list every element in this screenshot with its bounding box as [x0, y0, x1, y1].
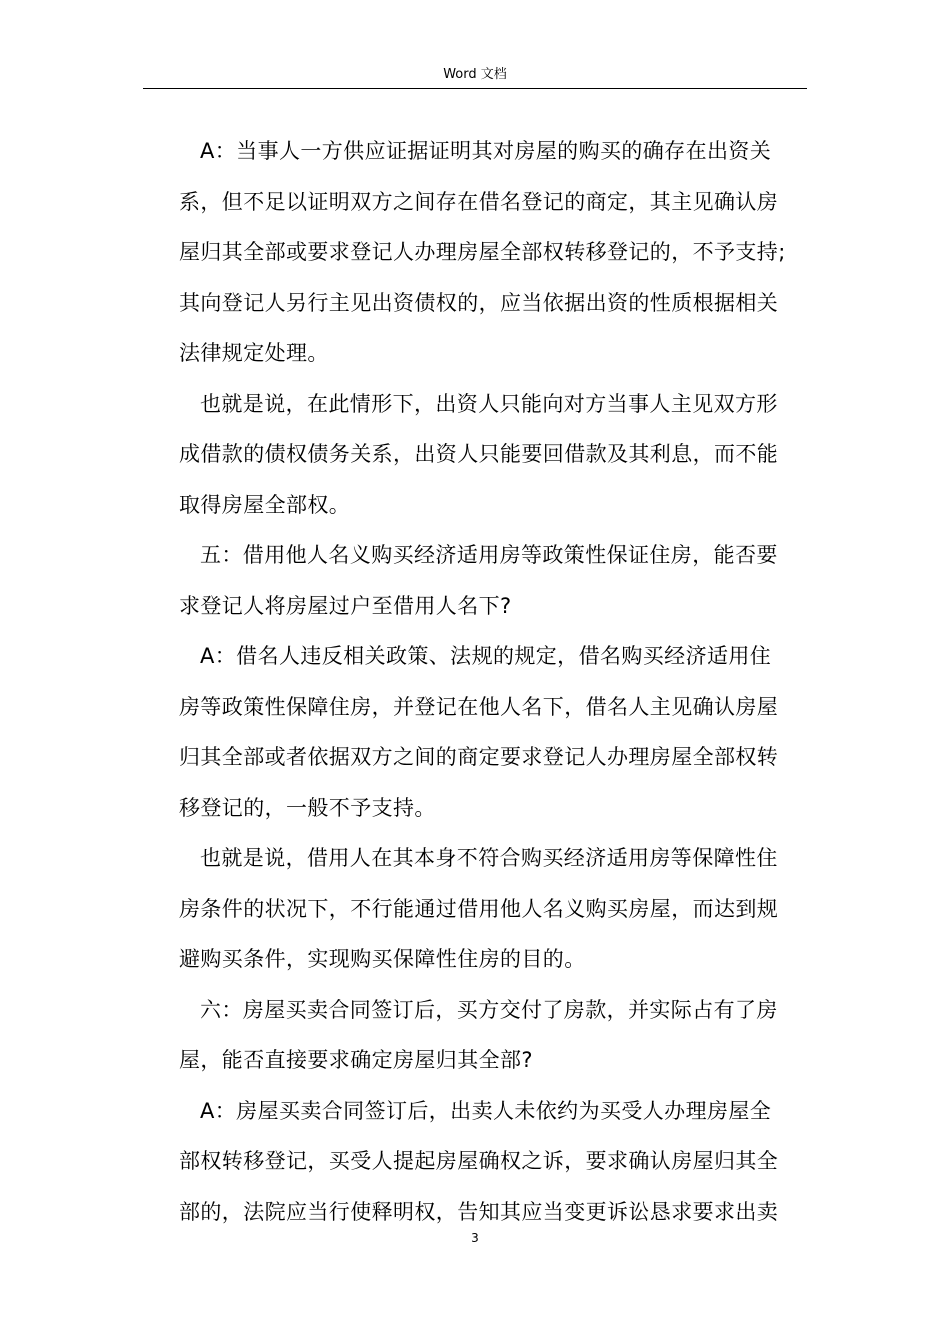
paragraph-line: 部的，法院应当行使释明权，告知其应当变更诉讼恳求要求出卖 — [179, 1199, 779, 1224]
page-header: Word 文档 — [443, 67, 507, 82]
paragraph-line: 房条件的状况下，不行能通过借用他人名义购买房屋，而达到规 — [179, 896, 779, 921]
paragraph-line: 部权转移登记，买受人提起房屋确权之诉，要求确认房屋归其全 — [179, 1149, 779, 1173]
paragraph-line: 其向登记人另行主见出资债权的，应当依据出资的性质根据相关 — [179, 290, 779, 315]
paragraph-line: 房等政策性保障住房，并登记在他人名下，借名人主见确认房屋 — [179, 694, 779, 719]
section-heading-line: 求登记人将房屋过户至借用人名下? — [179, 593, 512, 618]
document-body — [179, 126, 806, 1237]
paragraph-line: 系，但不足以证明双方之间存在借名登记的商定，其主见确认房 — [179, 189, 779, 214]
paragraph-line: 成借款的债权债务关系，出资人只能要回借款及其利息，而不能 — [179, 442, 779, 466]
paragraph-line: 移登记的，一般不予支持。 — [179, 795, 436, 820]
header-divider — [143, 88, 807, 89]
paragraph-line: 也就是说，借用人在其本身不符合购买经济适用房等保障性住 — [200, 846, 778, 870]
paragraph-line: 取得房屋全部权。 — [179, 492, 351, 517]
paragraph-line: 归其全部或者依据双方之间的商定要求登记人办理房屋全部权转 — [179, 745, 779, 769]
section-heading-line: 六：房屋买卖合同签订后，买方交付了房款，并实际占有了房 — [200, 997, 778, 1022]
section-heading-line: 五：借用他人名义购买经济适用房等政策性保证住房，能否要 — [200, 543, 778, 567]
paragraph-line: 屋归其全部或要求登记人办理房屋全部权转移登记的，不予支持; — [179, 240, 786, 264]
paragraph-line: A：房屋买卖合同签订后，出卖人未依约为买受人办理房屋全 — [200, 1098, 772, 1123]
page-number: 3 — [471, 1231, 479, 1245]
paragraph-line: A：借名人违反相关政策、法规的规定，借名购买经济适用住 — [200, 644, 772, 668]
paragraph-line: 避购买条件，实现购买保障性住房的目的。 — [179, 947, 586, 971]
paragraph-line: 也就是说，在此情形下，出资人只能向对方当事人主见双方形 — [200, 391, 778, 416]
section-heading-line: 屋，能否直接要求确定房屋归其全部? — [179, 1048, 533, 1072]
paragraph-line: 法律规定处理。 — [179, 341, 329, 365]
paragraph-line: A：当事人一方供应证据证明其对房屋的购买的确存在出资关 — [200, 139, 772, 163]
